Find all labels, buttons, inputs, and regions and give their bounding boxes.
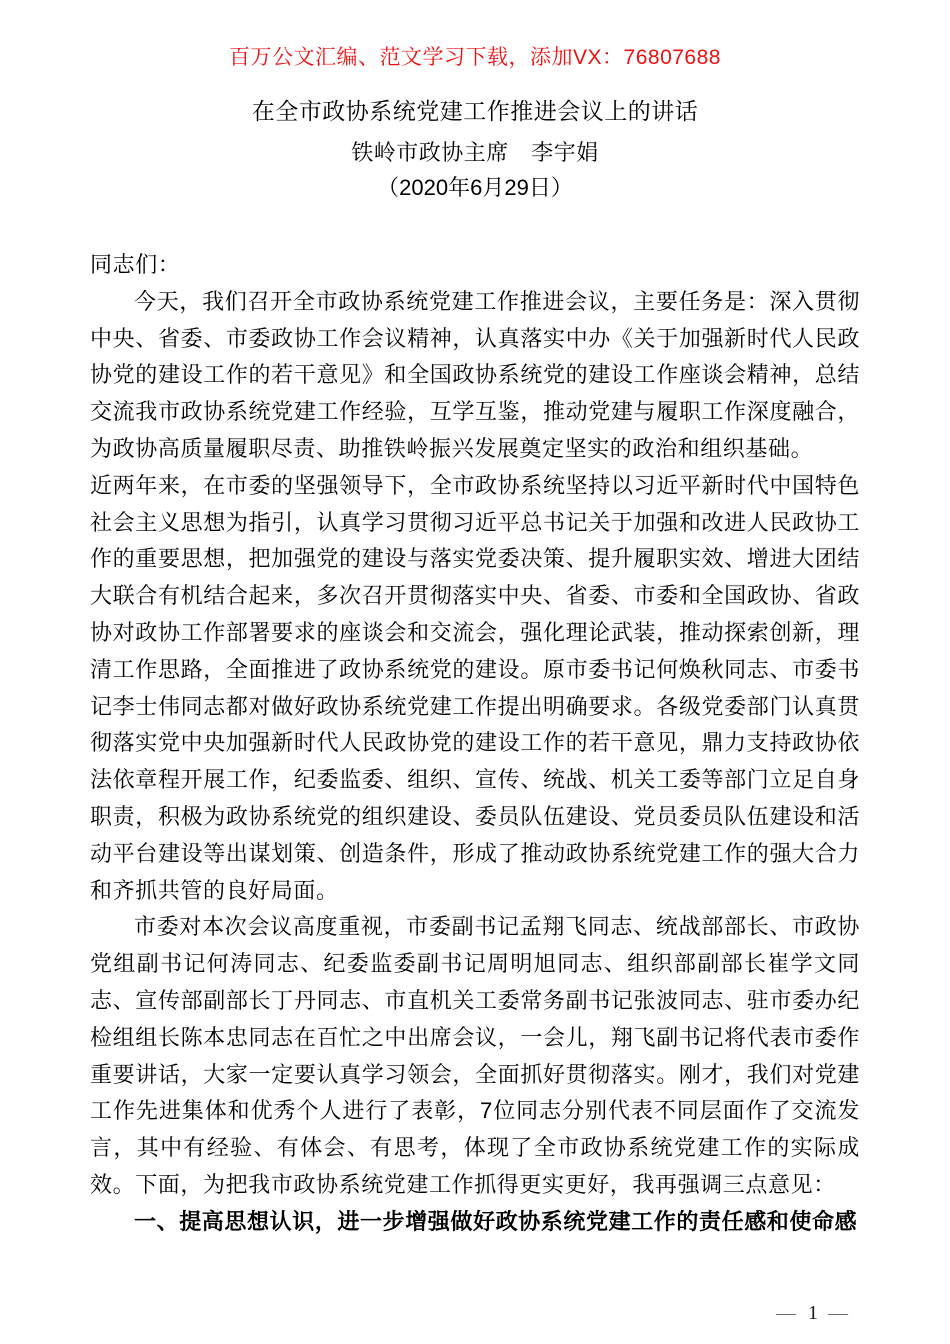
paragraph: 今天，我们召开全市政协系统党建工作推进会议，主要任务是：深入贯彻中央、省委、市委政协工作会议精神，认真落实中办《关于加强新时代人民政协党的建设工作的若干意见》和全国政协系统党的建设工作座谈会精神，总结交流我市政协系统党建工作经验，互学互鉴，推动党建与履职工作深度融合，为政协高质量履职尽责、助推铁岭振兴发展奠定坚实的政治和组织基础。 (90, 288, 860, 461)
title-block (0, 96, 950, 202)
document-date: （2020年6月29日） (377, 175, 573, 200)
document-body (90, 247, 860, 1241)
page-number-right-dash: — (828, 1302, 850, 1324)
paragraph: 市委对本次会议高度重视，市委副书记孟翔飞同志、统战部部长、市政协党组副书记何涛同志、纪委监委副书记周明旭同志、组织部副部长崔学文同志、宣传部副部长丁丹同志、市直机关工委常务副书记张波同志、驻市委办纪检组组长陈本忠同志在百忙之中出席会议，一会儿，翔飞副书记将代表市委作重要讲话，大家一定要认真学习领会，全面抓好贯彻落实。刚才，我们对党建工作先进集体和优秀个人进行了表彰，7位同志分别代表不同层面作了交流发言，其中有经验、有体会、有思考，体现了全市政协系统党建工作的实际成效。下面，为把我市政协系统党建工作抓得更实更好，我再强调三点意见： (90, 914, 860, 1197)
document-title: 在全市政协系统党建工作推进会议上的讲话 (251, 98, 699, 124)
paragraph: 同志们： (90, 252, 181, 277)
page-number (776, 1302, 850, 1324)
page-number-left-dash: — (776, 1302, 798, 1324)
document-author: 铁岭市政协主席 李宇娟 (351, 140, 599, 165)
page-number-value: 1 (808, 1302, 818, 1324)
watermark-header: 百万公文汇编、范文学习下载，添加VX：76807688 (229, 46, 721, 69)
section-heading: 一、提高思想认识，进一步增强做好政协系统党建工作的责任感和使命感 (134, 1208, 858, 1234)
paragraph: 近两年来，在市委的坚强领导下，全市政协系统坚持以习近平新时代中国特色社会主义思想为指引，认真学习贯彻习近平总书记关于加强和改进人民政协工作的重要思想，把加强党的建设与落实党委决策、提升履职实效、增进大团结大联合有机结合起来，多次召开贯彻落实中央、省委、市委和全国政协、省政协对政协工作部署要求的座谈会和交流会，强化理论武装，推动探索创新，理清工作思路，全面推进了政协系统党的建设。原市委书记何焕秋同志、市委书记李士伟同志都对做好政协系统党建工作提出明确要求。各级党委部门认真贯彻落实党中央加强新时代人民政协党的建设工作的若干意见，鼎力支持政协依法依章程开展工作，纪委监委、组织、宣传、统战、机关工委等部门立足自身职责，积极为政协系统党的组织建设、委员队伍建设、党员委员队伍建设和活动平台建设等出谋划策、创造条件，形成了推动政协系统党建工作的强大合力和齐抓共管的良好局面。 (90, 472, 860, 903)
